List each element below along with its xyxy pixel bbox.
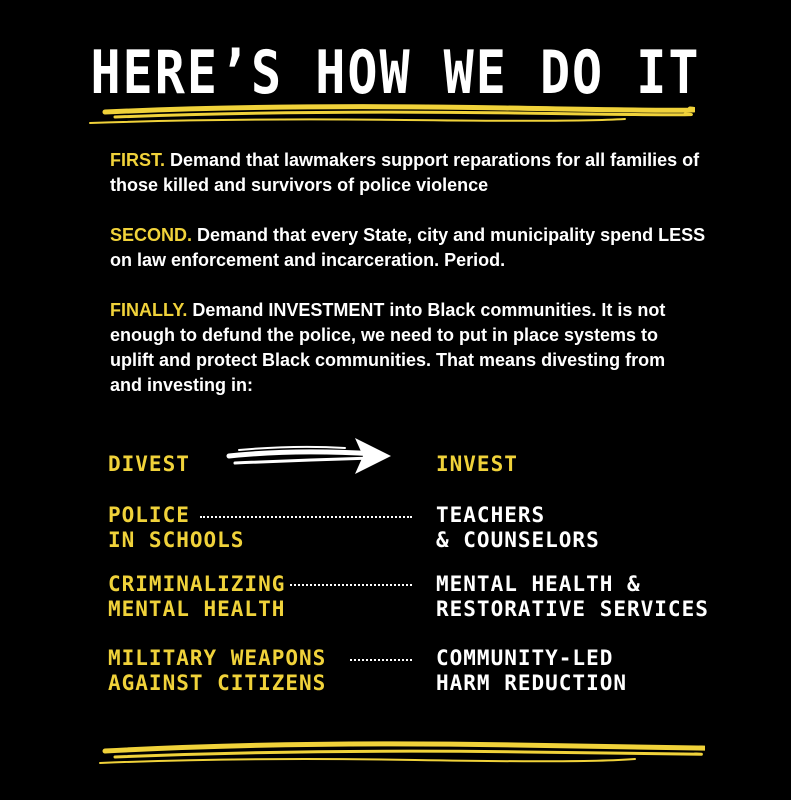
- paragraph-finally: [110, 298, 685, 398]
- dotted-connector: [350, 659, 412, 661]
- invest-item-community-line1: COMMUNITY-LED: [436, 646, 614, 670]
- paragraph-second-lead: SECOND.: [110, 225, 193, 245]
- divest-item-criminalizing-line1: CRIMINALIZING: [108, 572, 286, 596]
- invest-item-community-line2: HARM REDUCTION: [436, 671, 628, 695]
- paragraph-finally-lead: FINALLY.: [110, 300, 188, 320]
- paragraph-first: [110, 148, 730, 198]
- paragraph-first-lead: FIRST.: [110, 150, 166, 170]
- yellow-brush-stroke-top: [85, 100, 695, 130]
- paragraph-finally-text: Demand INVESTMENT into Black communities. It is not enough to defund the police, we need to put in place systems to uplift and protect Black communities. That means divesting from and investing in:: [110, 300, 666, 395]
- paragraph-first-text: Demand that lawmakers support reparations for all families of those killed and survivors of police violence: [110, 150, 700, 195]
- divest-item-military-line2: AGAINST CITIZENS: [108, 671, 327, 695]
- divest-item-police-line1: POLICE: [108, 503, 190, 527]
- invest-heading: INVEST: [436, 452, 518, 476]
- dotted-connector: [200, 516, 412, 518]
- divest-heading: DIVEST: [108, 452, 190, 476]
- invest-item-mental-health-line1: MENTAL HEALTH &: [436, 572, 641, 596]
- arrow-right-icon: [225, 432, 395, 482]
- paragraph-second: [110, 223, 730, 273]
- divest-item-military-line1: MILITARY WEAPONS: [108, 646, 327, 670]
- invest-item-teachers-line1: TEACHERS: [436, 503, 546, 527]
- invest-item-teachers-line2: & COUNSELORS: [436, 528, 600, 552]
- headline: HERE’S HOW WE DO IT: [90, 38, 701, 108]
- divest-item-criminalizing-line2: MENTAL HEALTH: [108, 597, 286, 621]
- paragraph-second-text: Demand that every State, city and municipality spend LESS on law enforcement and incarceration. Period.: [110, 225, 706, 270]
- dotted-connector: [290, 584, 412, 586]
- yellow-brush-stroke-bottom: [95, 735, 705, 770]
- invest-item-mental-health-line2: RESTORATIVE SERVICES: [436, 597, 709, 621]
- divest-item-police-line2: IN SCHOOLS: [108, 528, 245, 552]
